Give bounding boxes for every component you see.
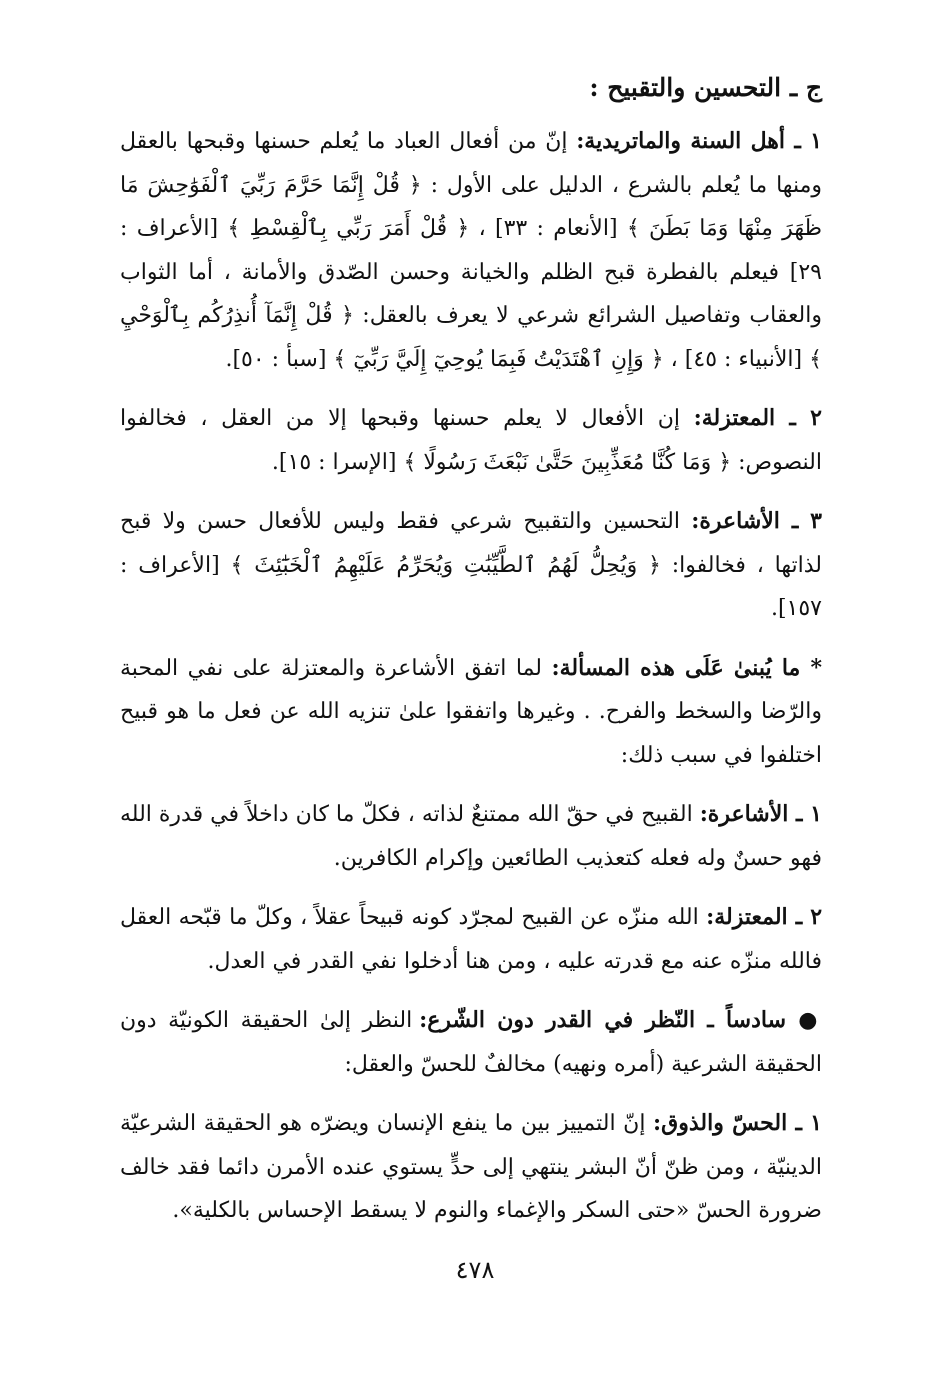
paragraph-consequence	[120, 647, 822, 778]
section-heading: ج ـ التحسين والتقبيح :	[589, 73, 822, 102]
paragraph-mutazila-2	[120, 896, 822, 983]
paragraph-text: الله منزّه عن القبيح لمجرّد كونه قبيحاً عقلاً ، وكلّ ما قبّحه العقل فالله منزّه عنه مع قدرته عليه ، ومن هنا أدخلوا نفي القدر في العدل.	[120, 905, 822, 974]
paragraph-ashaira-2	[120, 793, 822, 880]
paragraph-lead: ١ ـ أهل السنة والماتريدية:	[576, 128, 822, 154]
paragraph-lead: ١ ـ الأشاعرة:	[699, 801, 822, 827]
paragraph-text: لما اتفق الأشاعرة والمعتزلة على نفي المحبة والرّضا والسخط والفرح. . وغيرها واتفقوا علىٰ تنزيه الله عن فعل ما هو قبيح اختلفوا في سبب ذلك:	[120, 655, 822, 768]
paragraph-lead: ٢ ـ المعتزلة:	[693, 405, 822, 431]
paragraph-mutazila	[120, 397, 822, 484]
paragraph-lead: ٢ ـ المعتزلة:	[706, 904, 823, 930]
paragraph-lead: * ما يُبنىٰ عَلَى هذه المسألة:	[551, 654, 822, 681]
paragraph-sixth-section	[120, 999, 822, 1086]
paragraph-text: التحسين والتقبيح شرعي فقط وليس للأفعال حسن ولا قبح لذاتها ، فخالفوا: ﴿ وَيُحِلُّ لَهُمُ ٱلطَّيِّبَٰتِ وَيُحَرِّمُ عَلَيْهِمُ ٱلْخَبَٰٓئِثَ ﴾ [الأعراف : ١٥٧].	[120, 509, 822, 621]
paragraph-lead: ١ ـ الحسّ والذوق:	[653, 1110, 822, 1136]
paragraph-text: القبيح في حقّ الله ممتنعٌ لذاته ، فكلّ ما كان داخلاً في قدرة الله فهو حسنٌ وله فعله كتعذيب الطائعين وإكرام الكافرين.	[120, 802, 822, 871]
paragraph-lead: ● سادساً ـ النّظر في القدر دون الشّرع:	[419, 1007, 822, 1033]
paragraph-lead: ٣ ـ الأشاعرة:	[691, 508, 822, 534]
paragraph-sense-taste	[120, 1102, 822, 1233]
paragraph-text: إنّ التمييز بين ما ينفع الإنسان ويضرّه هو الحقيقة الشرعيّة الدينيّة ، ومن ظنّ أنّ البشر ينتهي إلى حدٍّ يستوي عنده الأمرن دائما فقد خالف ضرورة الحسّ «حتى السكر والإغماء والنوم لا يسقط الإحساس بالكلية».	[120, 1111, 822, 1223]
paragraph-text: إن الأفعال لا يعلم حسنها وقبحها إلا من العقل ، فخالفوا النصوص: ﴿ وَمَا كُنَّا مُعَذِّبِينَ حَتَّىٰ نَبْعَثَ رَسُولًا ﴾ [الإسرا : ١٥].	[120, 406, 822, 475]
paragraph-text: النظر إلىٰ الحقيقة الكونيّة دون الحقيقة الشرعية (أمره ونهيه) مخالفٌ للحسّ والعقل:	[120, 1008, 822, 1077]
paragraph-ashaira	[120, 500, 822, 631]
page-number: ٤٧٨	[455, 1256, 495, 1284]
paragraph-ahl-sunnah	[120, 120, 822, 381]
paragraph-text: إنّ من أفعال العباد ما يُعلم حسنها وقبحها بالعقل ومنها ما يُعلم بالشرع ، الدليل على الأول : ﴿ قُلْ إِنَّمَا حَرَّمَ رَبِّيَ ٱلْفَوَٰحِشَ مَا ظَهَرَ مِنْهَا وَمَا بَطَنَ ﴾ [الأنعام : ٣٣] ، ﴿ قُلْ أَمَرَ رَبِّي بِٱلْقِسْطِ ﴾ [الأعراف : ٢٩] فيعلم بالفطرة قبح الظلم والخيانة وحسن الصّدق والأمانة ، أما الثواب والعقاب وتفاصيل الشرائع شرعي لا يعرف بالعقل: ﴿ قُلْ إِنَّمَآ أُنذِرُكُم بِٱلْوَحْيِ ﴾ [الأنبياء : ٤٥] ، ﴿ وَإِنِ ٱهْتَدَيْتُ فَبِمَا يُوحِيٓ إِلَيَّ رَبِّيٓ ﴾ [سبأ : ٥٠].	[120, 129, 822, 372]
